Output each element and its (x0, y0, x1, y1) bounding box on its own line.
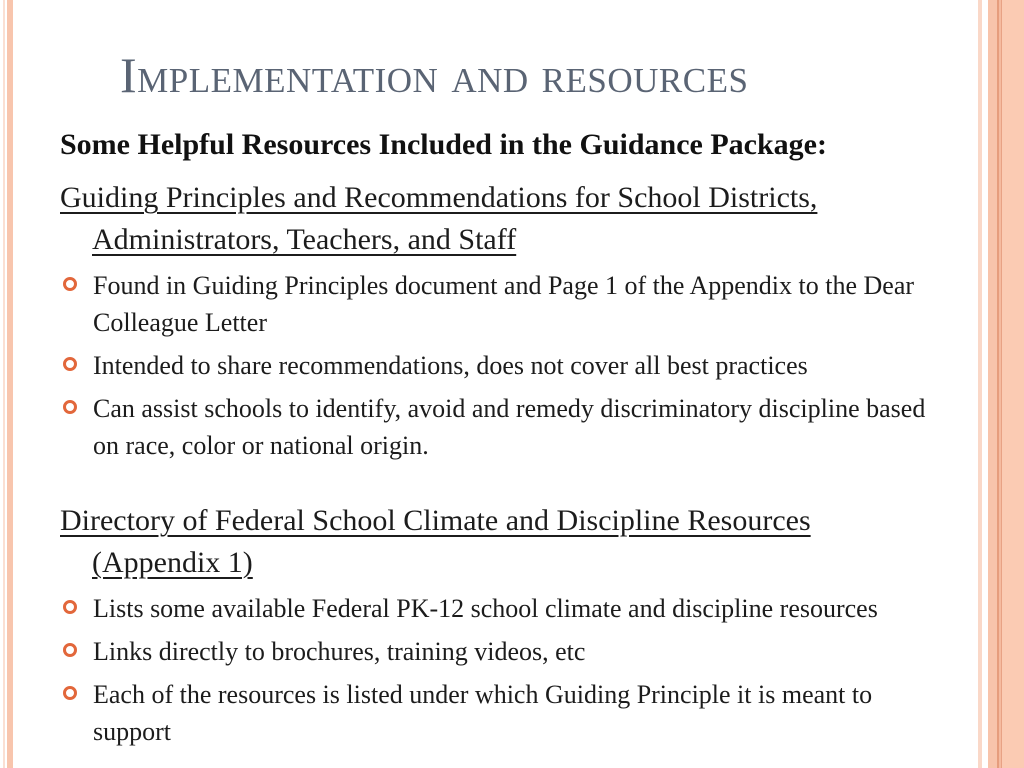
resource-section (60, 177, 940, 464)
list-item (60, 590, 940, 627)
sections-container (60, 177, 940, 750)
section-heading: Directory of Federal School Climate and Discipline Resources (Appendix 1) (60, 504, 811, 579)
left-border-stripe (7, 0, 13, 768)
slide-body (60, 126, 940, 756)
bullet-text: Links directly to brochures, training videos, etc (93, 637, 586, 666)
bullet-list (60, 267, 940, 464)
bullet-icon (63, 600, 77, 614)
slide-title: Implementation and resources (120, 47, 749, 103)
bullet-icon (63, 686, 77, 700)
section-heading: Guiding Principles and Recommendations for School Districts, Administrators, Teachers, and Staff (60, 181, 818, 256)
bullet-text: Intended to share recommendations, does not cover all best practices (93, 351, 808, 380)
bullet-text: Lists some available Federal PK-12 school climate and discipline resources (93, 594, 878, 623)
left-border-thin-stripe (3, 0, 5, 768)
right-border-wide-band (1002, 0, 1024, 768)
right-border-thin-stripe (978, 0, 982, 768)
right-border-stripe (988, 0, 997, 768)
list-item (60, 390, 940, 464)
bullet-icon (63, 277, 77, 291)
bullet-text: Each of the resources is listed under which Guiding Principle it is meant to support (93, 680, 873, 746)
bullet-text: Found in Guiding Principles document and Page 1 of the Appendix to the Dear Colleague Letter (93, 271, 915, 337)
resource-section (60, 500, 940, 750)
bullet-icon (63, 400, 77, 414)
list-item (60, 267, 940, 341)
list-item (60, 676, 940, 750)
list-item (60, 633, 940, 670)
list-item (60, 347, 940, 384)
bullet-list (60, 590, 940, 750)
bullet-icon (63, 357, 77, 371)
bullet-icon (63, 643, 77, 657)
intro-text: Some Helpful Resources Included in the Guidance Package: (60, 128, 827, 161)
bullet-text: Can assist schools to identify, avoid and remedy discriminatory discipline based on race, color or national origin. (93, 394, 926, 460)
